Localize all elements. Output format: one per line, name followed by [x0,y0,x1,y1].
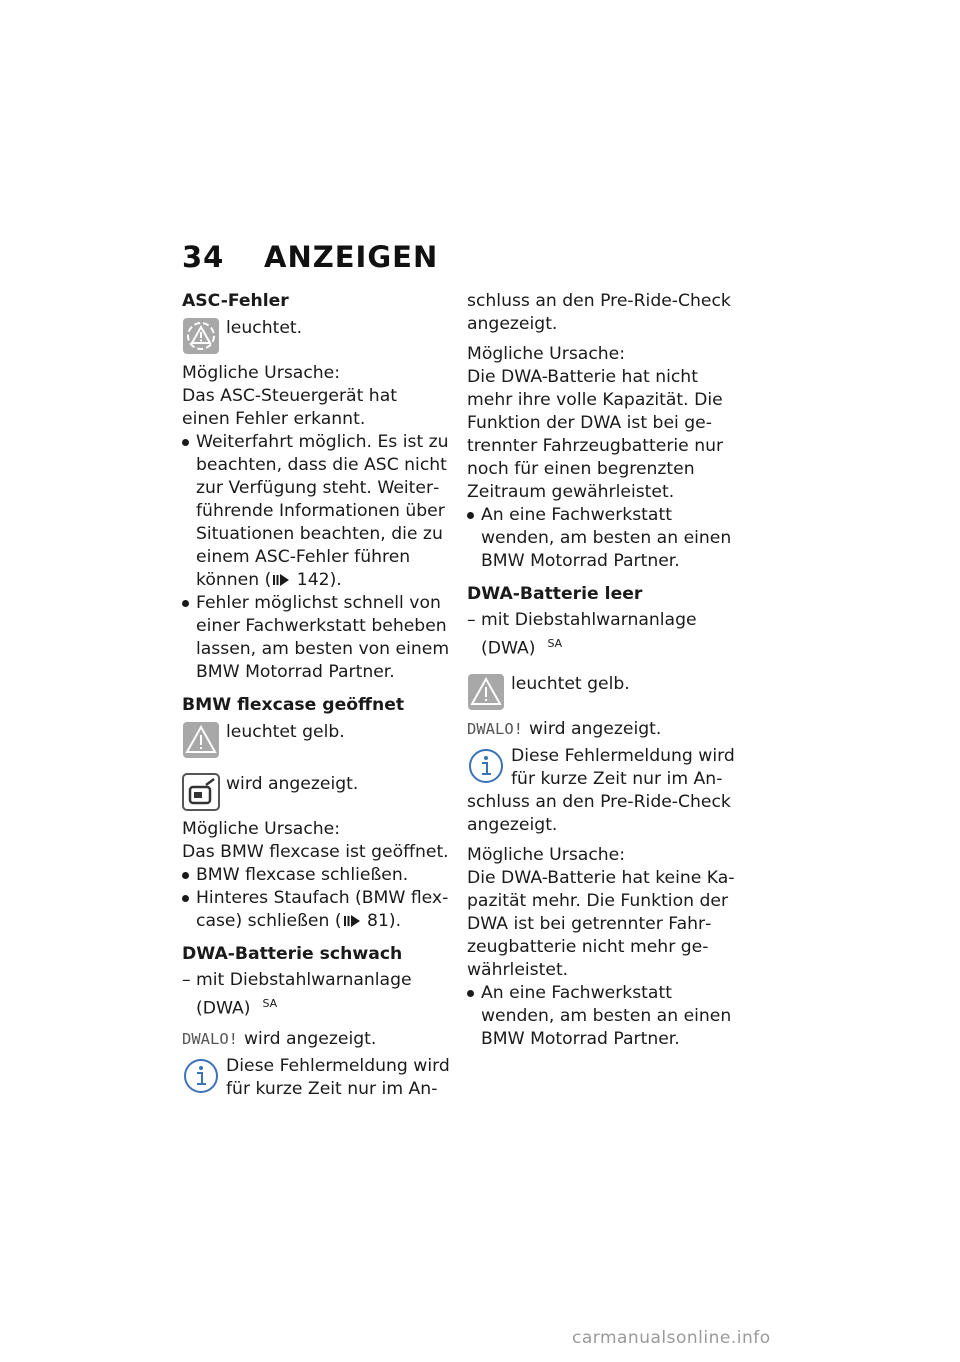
action-list [467,982,735,1051]
info-icon [467,747,505,785]
list-item: An eine Fachwerkstatt wenden, am besten an einen BMW Motorrad Partner. [467,982,735,1051]
list-item: Hinteres Staufach (BMW flexcase) schließen ( 81). [182,887,450,933]
condition-list [182,969,450,1021]
page-reference-arrow-icon [344,915,360,927]
list-item: An eine Fachwerkstatt wenden, am besten an einen BMW Motorrad Partner. [467,504,735,573]
icon-description: leuchtet gelb. [226,722,345,742]
icon-row [467,673,735,711]
icon-row [182,317,450,355]
flexcase-icon [182,773,220,811]
right-column [467,290,735,1061]
condition-list [467,609,735,661]
section-dwa-battery-weak-continued [467,290,735,573]
display-line: DWALO! wird angezeigt. [182,1028,377,1049]
cause-text: Die DWA-Batterie hat nicht mehr ihre volle Kapazität. Die Funktion der DWA ist bei getrennter Fahrzeugbatterie nur noch für einen begrenzten Zeitraum gewährleistet. [467,367,724,502]
info-note [182,1055,450,1101]
display-code: DWALO! [182,1029,238,1048]
sa-badge: SA [262,997,278,1010]
list-item: – mit Diebstahlwarnanlage (DWA) $^{SA}$ [182,969,450,1021]
warning-triangle-icon [467,673,505,711]
info-icon [182,1057,220,1095]
cause-label: Mögliche Ursache: [467,844,626,865]
section-heading: ASC-Fehler [182,291,289,311]
icon-description: leuchtet gelb. [511,673,630,694]
cause-label: Mögliche Ursache: [467,344,626,364]
display-code: DWALO! [467,719,523,738]
cause-text: Das ASC-Steuergerät hat einen Fehler erkannt. [182,386,397,429]
info-text-continued: schluss an den Pre-Ride-Check angezeigt. [467,291,731,334]
sa-badge: SA [547,637,563,650]
display-line: DWALO! wird angezeigt. [467,718,662,739]
icon-row [182,773,450,811]
list-item: – mit Diebstahlwarnanlage (DWA) $^{SA}$ [467,609,735,661]
action-list [467,504,735,573]
info-text: Diese Fehlermeldung wird für kurze Zeit nur im An- [226,1055,450,1099]
page-reference-arrow-icon [273,574,289,586]
page-header [182,240,438,274]
info-note [467,745,735,837]
cause-text: Die DWA-Batterie hat keine Kapazität mehr. Die Funktion der DWA ist bei getrennter Fahrzeugbatterie nicht mehr gewährleistet. [467,867,735,980]
icon-description: leuchtet. [226,318,303,338]
action-list [182,431,450,684]
page-title: ANZEIGEN [264,240,439,274]
warning-triangle-icon [182,721,220,759]
action-list [182,864,450,933]
section-dwa-battery-weak [182,943,450,1101]
icon-description: wird angezeigt. [226,774,359,794]
section-dwa-battery-empty [467,583,735,1051]
list-item: Fehler möglichst schnell von einer Fachwerkstatt beheben lassen, am besten von einem BMW Motorrad Partner. [182,592,450,684]
section-flexcase-open [182,694,450,933]
list-item: BMW flexcase schließen. [182,864,450,887]
cause-label: Mögliche Ursache: [182,819,341,839]
page-reference[interactable]: 81). [342,911,402,931]
page-number: 34 [182,240,225,274]
left-column [182,290,450,1111]
asc-warning-icon [182,317,220,355]
section-heading: DWA-Batterie schwach [182,944,403,964]
cause-text: Das BMW flexcase ist geöffnet. [182,842,449,862]
list-item: Weiterfahrt möglich. Es ist zu beachten, dass die ASC nicht zur Verfügung steht. Weiterführende Informationen über Situationen beachten, die zu einem ASC-Fehler führen können ( 142). [182,431,450,592]
cause-label: Mögliche Ursache: [182,363,341,383]
section-heading: DWA-Batterie leer [467,584,643,604]
page-reference[interactable]: ( 142). [264,570,342,590]
section-asc-error [182,290,450,684]
watermark: carmanualsonline.info [572,1328,771,1348]
section-heading: BMW flexcase geöffnet [182,695,405,715]
info-text: Diese Fehlermeldung wird für kurze Zeit nur im Anschluss an den Pre-Ride-Check angezeigt. [467,745,735,835]
icon-row [182,721,450,759]
